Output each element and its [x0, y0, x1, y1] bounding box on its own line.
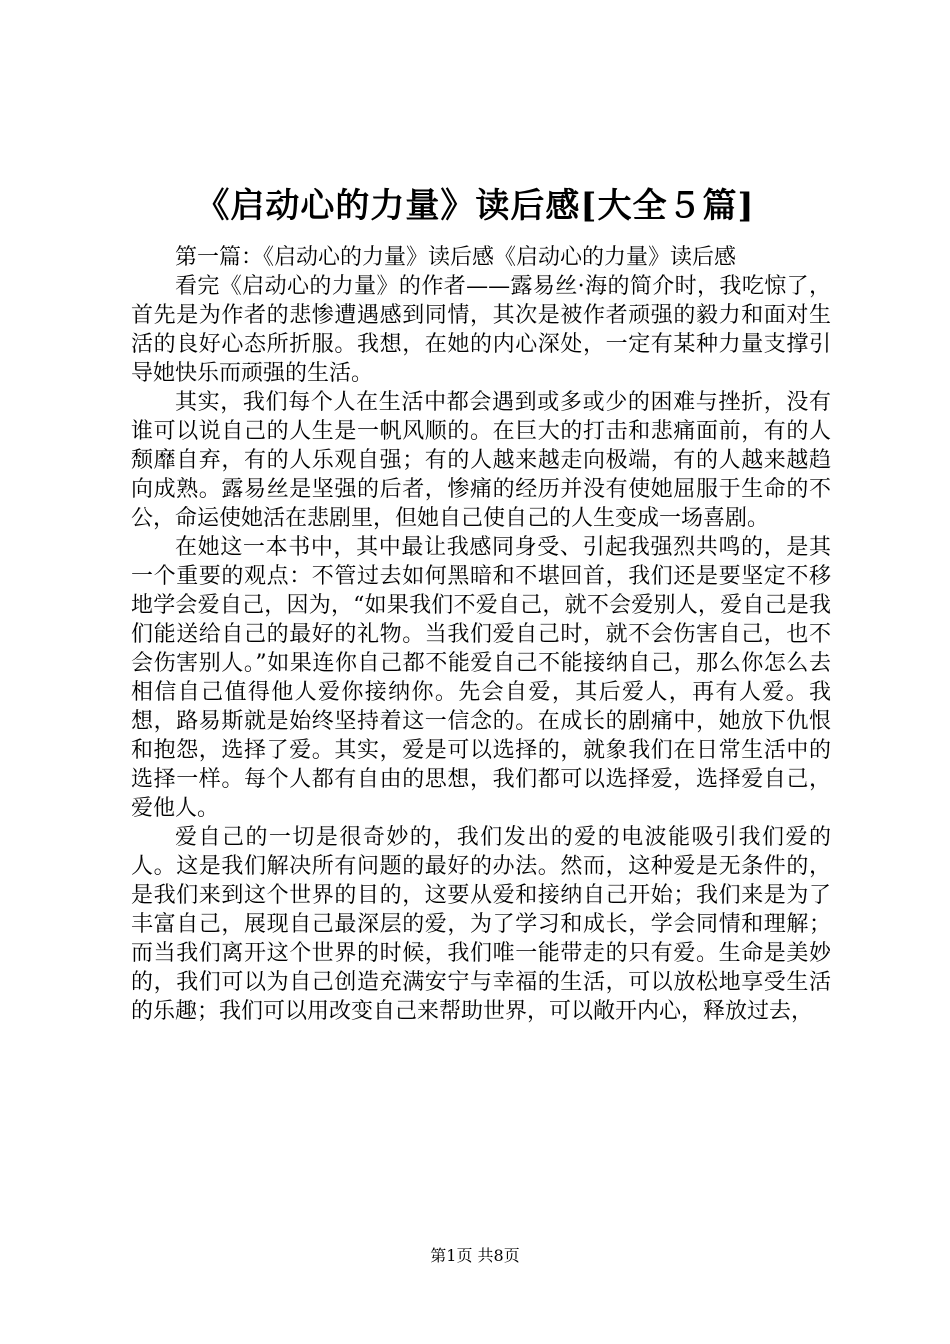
body-paragraph: 爱自己的一切是很奇妙的，我们发出的爱的电波能吸引我们爱的人。这是我们解决所有问题的最好的办法。然而，这种爱是无条件的，是我们来到这个世界的目的，这要从爱和接纳自己开始；我们来是为了丰富自己，展现自己最深层的爱，为了学习和成长，学会同情和理解；而当我们离开这个世界的时候，我们唯一能带走的只有爱。生命是美妙的，我们可以为自己创造充满安宁与幸福的生活，可以放松地享受生活的乐趣；我们可以用改变自己来帮助世界，可以敞开内心，释放过去， — [131, 825, 831, 1024]
body-paragraph: 其实，我们每个人在生活中都会遇到或多或少的困难与挫折，没有谁可以说自己的人生是一帆风顺的。在巨大的打击和悲痛面前，有的人颓靡自弃，有的人乐观自强；有的人越来越走向极端，有的人越来越趋向成熟。露易丝是坚强的后者，惨痛的经历并没有使她屈服于生命的不公，命运使她活在悲剧里，但她自己使自己的人生变成一场喜剧。 — [131, 390, 831, 531]
document-title: 《启动心的力量》读后感[大全５篇] — [195, 186, 755, 226]
page-number-footer: 第1页 共8页 — [430, 1246, 520, 1265]
body-paragraph: 看完《启动心的力量》的作者——露易丝·海的简介时，我吃惊了，首先是为作者的悲惨遭遇感到同情，其次是被作者顽强的毅力和面对生活的良好心态所折服。我想，在她的内心深处，一定有某种力量支撑引导她快乐而顽强的生活。 — [131, 274, 831, 386]
document-body — [131, 243, 831, 1026]
body-paragraph: 在她这一本书中，其中最让我感同身受、引起我强烈共鸣的，是其一个重要的观点：不管过去如何黑暗和不堪回首，我们还是要坚定不移地学会爱自己，因为，“如果我们不爱自己，就不会爱别人，爱自己是我们能送给自己的最好的礼物。当我们爱自己时，就不会伤害自己，也不会伤害别人。”如果连你自己都不能爱自己不能接纳自己，那么你怎么去相信自己值得他人爱你接纳你。先会自爱，其后爱人，再有人爱。我想，路易斯就是始终坚持着这一信念的。在成长的剧痛中，她放下仇恨和抱怨，选择了爱。其实，爱是可以选择的，就象我们在日常生活中的选择一样。每个人都有自由的思想，我们都可以选择爱，选择爱自己，爱他人。 — [131, 535, 831, 821]
section-heading: 第一篇：《启动心的力量》读后感《启动心的力量》读后感 — [175, 245, 737, 270]
